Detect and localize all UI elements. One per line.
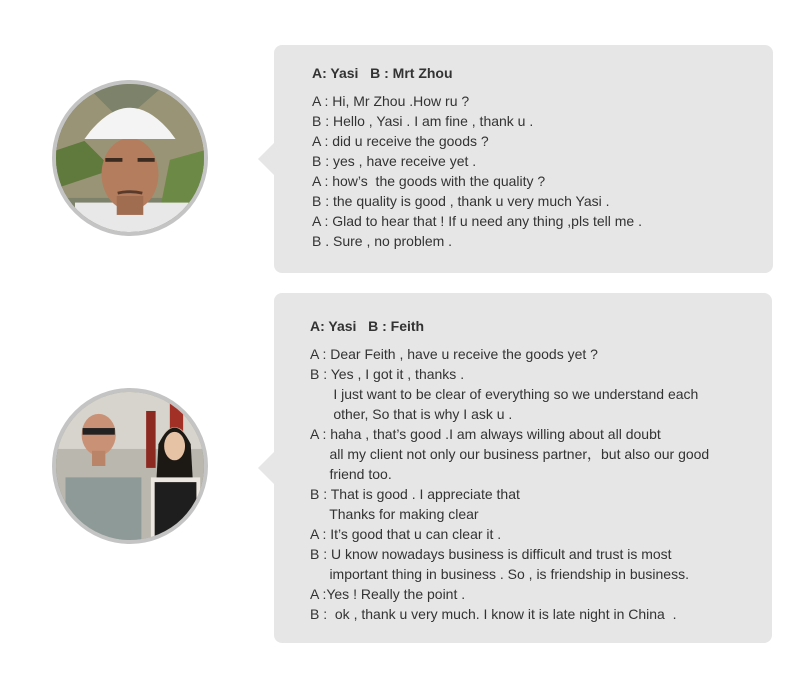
message-line: A : haha , that’s good .I am always willing about all doubt — [310, 426, 661, 442]
message-line: B : Yes , I got it , thanks . — [310, 366, 465, 382]
chat-bubble-1 — [274, 45, 773, 273]
message-line: B : U know nowadays business is difficult and trust is most — [310, 546, 672, 562]
message-line: I just want to be clear of everything so we understand each — [310, 386, 699, 402]
chat-bubble-2 — [274, 293, 772, 643]
portrait-man-white-cap — [56, 84, 204, 232]
message-line: B : yes , have receive yet . — [312, 153, 477, 169]
message-line: A : Dear Feith , have u receive the goods yet ? — [310, 346, 598, 362]
message-line: B : Hello , Yasi . I am fine , thank u . — [312, 113, 534, 129]
conversation-heading: A: Yasi B : Mrt Zhou — [312, 65, 453, 81]
message-list — [310, 344, 709, 624]
message-line: B : ok , thank u very much. I know it is late night in China . — [310, 606, 677, 622]
avatar-feith — [52, 388, 208, 544]
message-line: A : Hi, Mr Zhou .How ru ? — [312, 93, 470, 109]
message-line: A : It’s good that u can clear it . — [310, 526, 502, 542]
message-line: A : did u receive the goods ? — [312, 133, 489, 149]
avatar-mrt-zhou — [52, 80, 208, 236]
conversation-heading: A: Yasi B : Feith — [310, 318, 425, 334]
message-list — [312, 91, 642, 251]
message-line: B : That is good . I appreciate that — [310, 486, 520, 502]
message-line: A : Glad to hear that ! If u need any thing ,pls tell me . — [312, 213, 642, 229]
message-line: other, So that is why I ask u . — [310, 406, 513, 422]
portrait-two-people — [56, 392, 204, 540]
message-line: all my client not only our business partner，but also our good — [310, 446, 710, 462]
message-line: friend too. — [310, 466, 392, 482]
message-line: B . Sure , no problem . — [312, 233, 453, 249]
message-line: B : the quality is good , thank u very much Yasi . — [312, 193, 610, 209]
message-line: A :Yes ! Really the point . — [310, 586, 466, 602]
message-line: Thanks for making clear — [310, 506, 479, 522]
message-line: important thing in business . So , is friendship in business. — [310, 566, 689, 582]
message-line: A : how’s the goods with the quality ? — [312, 173, 546, 189]
